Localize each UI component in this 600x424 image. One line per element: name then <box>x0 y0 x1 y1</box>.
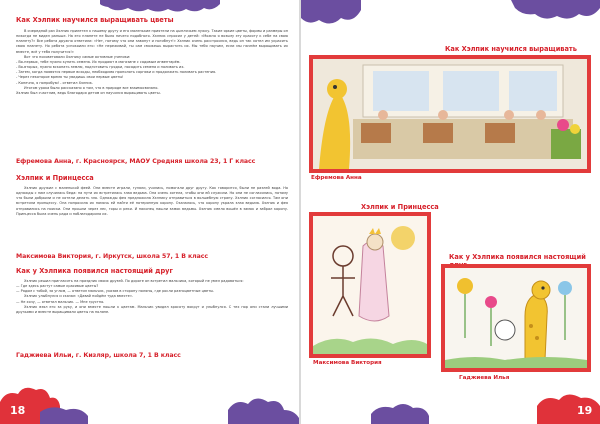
image-caption: Ефремова Анна <box>311 175 362 181</box>
drawing-illustration <box>313 59 587 169</box>
drawing-illustration <box>313 216 427 354</box>
photo-princess-drawing <box>313 216 427 354</box>
left-page <box>0 0 299 424</box>
paragraph: В очередной раз Хэлпик прилетел к нашему другу и его маленькие приятели на цыплячьем лужку. Такие яркие цветы, формы и размеры он никогда не видел раньше. На его планете не было ничего подобного. Хэлпик спросил у детей: «Можно я возьму эту красоту к себе на свою планету?» Все ребята дружно ответили: «Нет, потому что они завянут и погибнут!» Хэлпик очень расстроился, ведь он так хотел им украсить свою планету. Но ребята успокоили его: «Не переживай, ты сам сможешь вырастить их. Мы тебя научим, если мы начнём выращивать их вместе, всё у тебя получится!» <box>16 29 288 54</box>
page-number: 19 <box>577 404 593 417</box>
image-title: Хэлпик и Принцесса <box>361 203 439 211</box>
image-caption: Гаджиева Илья <box>459 375 510 381</box>
paragraph: - Во-первых, тебе нужно купить семена. Их продают в магазине с садовым инвентарём. <box>16 59 181 64</box>
section-title: Как у Хэлпика появился настоящий друг <box>16 267 173 275</box>
paragraph: Хэлпик решил пригласить на праздник своих друзей. По дороге он встретил мальчика, который не умел радоваться: <box>24 279 244 283</box>
paragraph: — Не хочу, — ответил мальчик. — Мне грустно. <box>16 299 105 304</box>
image-title: Как у Хэлпика появился настоящий <box>449 253 586 261</box>
section-2-body <box>16 186 288 217</box>
section-3-body <box>16 279 288 315</box>
paragraph: - Затем, когда появятся первые всходы, необходимо прополоть сорняки и продолжать поливать растения. <box>16 70 217 75</box>
bottom-cloud-decoration <box>0 382 299 424</box>
paragraph: Хэлпик взял его за руку, и они вместе пошли к цветам. Мальчик увидел красоту вокруг и улыбнулся. С тех пор они стали лучшими друзьями и вместе выращивали цветы на поляне. <box>16 304 288 314</box>
section-1 <box>16 16 288 24</box>
right-page <box>301 0 600 424</box>
photo-flowers-drawing <box>445 268 587 368</box>
paragraph: — Рядом с тобой, за углом, — ответил мальчик, указав в сторону поляны, где росли разноцветные цветы. <box>16 289 215 294</box>
paragraph: Вот что посоветовали Хэлпику самые активные ученики: <box>24 54 131 59</box>
paragraph: — Где здесь растут самые красивые цветы? <box>16 284 99 289</box>
paragraph: Хэлпик дружил с маленькой феей. Они вместе играли, гуляли, учились, помогали друг другу. Как говорится, были не разлей вода. Но однажды с ним случилась беда: на пути их встретилась злая ведьма. Она очень хотела, чтобы они ей служили. Но они не согласились, потому что были добрыми и не хотели делать зло. Однажды фея предложила Хэлпику отправиться в волшебную страну. Хэлпик согласился. Там они встретили принцессу. Она попросила их помочь ей найти её потерянную корону. Оказалось, что корону украла злая ведьма. Хэлпик и фея отправились на поиски. Они прошли через лес, горы и реки. И наконец нашли замок ведьмы. Хэлпик смело вошёл в замок и забрал корону. Принцесса была очень рада и поблагодарила их. <box>16 186 288 216</box>
section-1-body <box>16 29 288 96</box>
author-line: Ефремова Анна, г. Красноярск, МАОУ Средняя школа 23, 1 Г класс <box>16 158 256 165</box>
paragraph: - Во-вторых, нужно вскопать землю, подготовить грядки, посадить семена и поливать их. <box>16 65 185 70</box>
bottom-cloud-decoration <box>301 384 600 424</box>
drawing-illustration <box>445 268 587 368</box>
author-line: Гаджиева Ильи, г. Кизляр, школа 7, 1 В класс <box>16 352 181 359</box>
photo-classroom-drawing <box>313 59 587 169</box>
author-line: Максимова Виктория, г. Иркутск, школа 57, 1 В класс <box>16 253 208 260</box>
image-caption: Максимова Виктория <box>313 360 382 366</box>
paragraph: - Конечно, я попробую! - ответил Хэлпик. <box>16 80 93 85</box>
top-cloud-decoration <box>301 0 600 40</box>
paragraph: - Через некоторое время ты увидишь свои первые цветы! <box>16 75 124 80</box>
paragraph: Итогом урока было рассказано о том, что в природе все взаимосвязано. <box>24 85 159 90</box>
photo-frame <box>309 55 591 173</box>
section-title: Как Хэлпик научился выращивать цветы <box>16 16 174 24</box>
top-cloud-decoration <box>100 0 220 14</box>
photo-frame <box>441 264 591 372</box>
section-title: Хэлпик и Принцесса <box>16 174 94 182</box>
image-title: Как Хэлпик научился выращивать <box>445 45 577 53</box>
paragraph: Хэлпик улыбнулся и сказал: «Давай пойдём туда вместе». <box>24 294 134 299</box>
paragraph: Хэлпик был счастлив, ведь благодаря детям он научился выращивать цветы. <box>16 90 161 95</box>
page-number: 18 <box>10 404 26 417</box>
photo-frame <box>309 212 431 358</box>
